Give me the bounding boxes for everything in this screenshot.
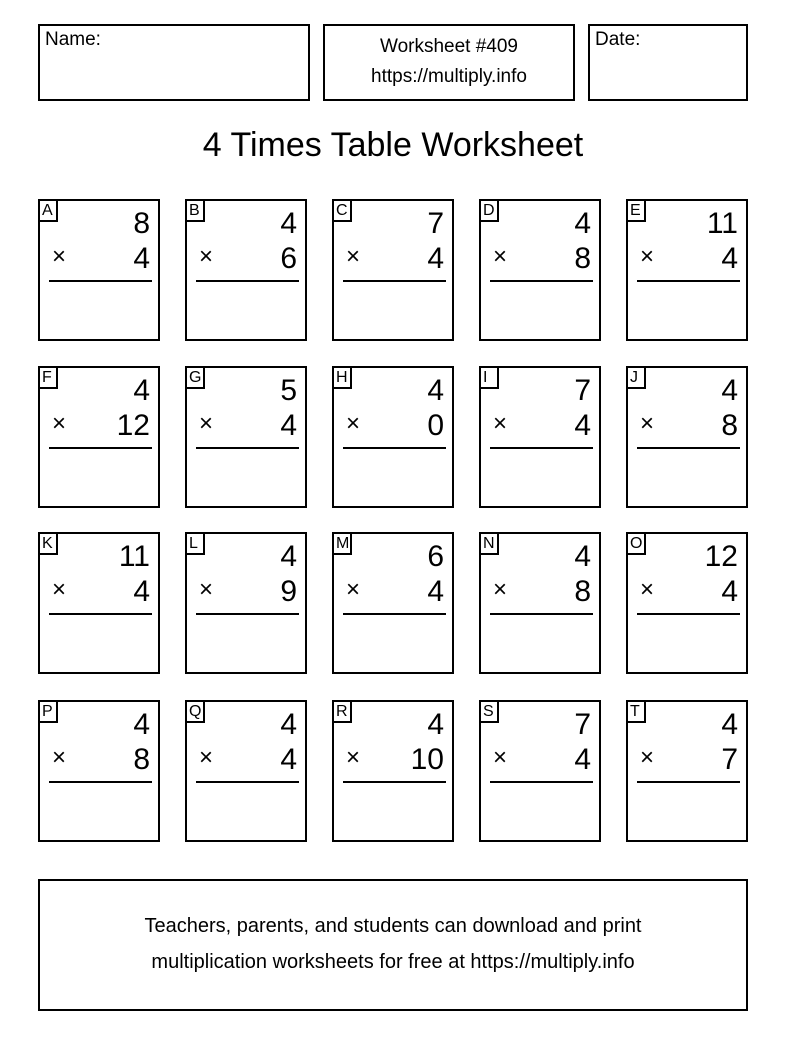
page-title: 4 Times Table Worksheet	[202, 126, 584, 164]
problem-top-number: 11	[118, 540, 150, 573]
answer-line	[49, 613, 152, 615]
problem-bottom-number: 8	[721, 409, 738, 442]
answer-line	[343, 613, 446, 615]
problem-top-number: 4	[280, 540, 297, 573]
problem-card[interactable]	[185, 700, 307, 842]
problem-card[interactable]	[38, 532, 160, 674]
problem-card[interactable]	[185, 199, 307, 341]
problem-letter: N	[479, 532, 499, 555]
times-sign-icon: ×	[52, 410, 67, 437]
answer-line	[49, 447, 152, 449]
problem-letter: L	[185, 532, 205, 555]
date-label: Date:	[595, 29, 641, 50]
problem-bottom-number: 4	[721, 575, 738, 608]
problem-card[interactable]	[332, 700, 454, 842]
problem-letter: B	[185, 199, 205, 222]
answer-line	[490, 781, 593, 783]
problem-top-number: 4	[133, 374, 150, 407]
answer-line	[343, 280, 446, 282]
problem-card[interactable]	[479, 700, 601, 842]
problem-card[interactable]	[185, 366, 307, 508]
times-sign-icon: ×	[199, 576, 214, 603]
answer-line	[637, 280, 740, 282]
problem-bottom-number: 4	[427, 242, 444, 275]
times-sign-icon: ×	[346, 576, 361, 603]
problem-card[interactable]	[626, 700, 748, 842]
problem-bottom-number: 4	[280, 743, 297, 776]
problem-bottom-number: 7	[721, 743, 738, 776]
times-sign-icon: ×	[52, 576, 67, 603]
times-sign-icon: ×	[52, 243, 67, 270]
times-sign-icon: ×	[493, 243, 508, 270]
worksheet-url: https://multiply.info	[371, 66, 527, 87]
answer-line	[343, 447, 446, 449]
problem-top-number: 7	[574, 374, 591, 407]
problem-card[interactable]	[479, 199, 601, 341]
problem-bottom-number: 4	[133, 575, 150, 608]
answer-line	[196, 781, 299, 783]
answer-line	[196, 613, 299, 615]
problem-bottom-number: 9	[280, 575, 297, 608]
answer-line	[490, 447, 593, 449]
answer-line	[637, 447, 740, 449]
problem-letter: K	[38, 532, 58, 555]
problem-letter: G	[185, 366, 205, 389]
problem-letter: A	[38, 199, 58, 222]
problem-top-number: 7	[427, 207, 444, 240]
problem-bottom-number: 4	[133, 242, 150, 275]
times-sign-icon: ×	[640, 410, 655, 437]
problem-card[interactable]	[332, 532, 454, 674]
times-sign-icon: ×	[346, 744, 361, 771]
problem-top-number: 4	[574, 540, 591, 573]
problem-card[interactable]	[626, 199, 748, 341]
worksheet-number: Worksheet #409	[379, 36, 518, 57]
problem-top-number: 8	[133, 207, 150, 240]
problem-letter: I	[479, 366, 499, 389]
problem-top-number: 5	[280, 374, 297, 407]
times-sign-icon: ×	[199, 744, 214, 771]
problem-letter: S	[479, 700, 499, 723]
problem-bottom-number: 10	[410, 743, 444, 776]
problem-letter: O	[626, 532, 646, 555]
problem-letter: F	[38, 366, 58, 389]
problem-top-number: 4	[133, 708, 150, 741]
problem-bottom-number: 8	[574, 242, 591, 275]
problem-bottom-number: 4	[574, 409, 591, 442]
problem-top-number: 4	[427, 374, 444, 407]
problem-top-number: 7	[574, 708, 591, 741]
problem-card[interactable]	[626, 532, 748, 674]
problem-letter: C	[332, 199, 352, 222]
worksheet-info-box	[323, 24, 575, 101]
problem-bottom-number: 4	[280, 409, 297, 442]
answer-line	[490, 280, 593, 282]
problem-bottom-number: 4	[721, 242, 738, 275]
problem-top-number: 4	[427, 708, 444, 741]
problem-letter: Q	[185, 700, 205, 723]
answer-line	[49, 781, 152, 783]
problem-bottom-number: 12	[116, 409, 150, 442]
problem-top-number: 4	[574, 207, 591, 240]
problem-card[interactable]	[185, 532, 307, 674]
problem-top-number: 6	[427, 540, 444, 573]
problem-bottom-number: 4	[427, 575, 444, 608]
answer-line	[637, 781, 740, 783]
problem-letter: P	[38, 700, 58, 723]
date-field-box[interactable]	[588, 24, 748, 101]
footer-text-line-1: Teachers, parents, and students can download and print	[144, 915, 642, 937]
times-sign-icon: ×	[493, 744, 508, 771]
times-sign-icon: ×	[346, 243, 361, 270]
problem-top-number: 4	[280, 207, 297, 240]
problem-card[interactable]	[479, 366, 601, 508]
problem-bottom-number: 0	[427, 409, 444, 442]
problem-bottom-number: 4	[574, 743, 591, 776]
times-sign-icon: ×	[640, 744, 655, 771]
problem-card[interactable]	[332, 199, 454, 341]
times-sign-icon: ×	[346, 410, 361, 437]
problem-letter: E	[626, 199, 646, 222]
answer-line	[196, 280, 299, 282]
name-label: Name:	[45, 29, 101, 50]
problem-bottom-number: 8	[574, 575, 591, 608]
problem-card[interactable]	[479, 532, 601, 674]
answer-line	[49, 280, 152, 282]
name-field-box[interactable]	[38, 24, 310, 101]
problem-card[interactable]	[38, 199, 160, 341]
answer-line	[343, 781, 446, 783]
problem-top-number: 4	[280, 708, 297, 741]
problem-top-number: 12	[704, 540, 738, 573]
problem-bottom-number: 8	[133, 743, 150, 776]
footer-text-line-2: multiplication worksheets for free at https://multiply.info	[151, 951, 635, 973]
problem-card[interactable]	[38, 366, 160, 508]
problem-card[interactable]	[626, 366, 748, 508]
problem-letter: J	[626, 366, 646, 389]
times-sign-icon: ×	[52, 744, 67, 771]
answer-line	[490, 613, 593, 615]
problem-top-number: 11	[706, 207, 738, 240]
problem-letter: R	[332, 700, 352, 723]
times-sign-icon: ×	[493, 576, 508, 603]
problem-bottom-number: 6	[280, 242, 297, 275]
problem-letter: T	[626, 700, 646, 723]
times-sign-icon: ×	[640, 576, 655, 603]
problem-letter: D	[479, 199, 499, 222]
problem-top-number: 4	[721, 374, 738, 407]
footer-box	[38, 879, 748, 1011]
times-sign-icon: ×	[640, 243, 655, 270]
problem-top-number: 4	[721, 708, 738, 741]
answer-line	[196, 447, 299, 449]
problem-letter: M	[332, 532, 352, 555]
problem-card[interactable]	[332, 366, 454, 508]
problem-card[interactable]	[38, 700, 160, 842]
times-sign-icon: ×	[199, 243, 214, 270]
times-sign-icon: ×	[493, 410, 508, 437]
problem-letter: H	[332, 366, 352, 389]
answer-line	[637, 613, 740, 615]
times-sign-icon: ×	[199, 410, 214, 437]
